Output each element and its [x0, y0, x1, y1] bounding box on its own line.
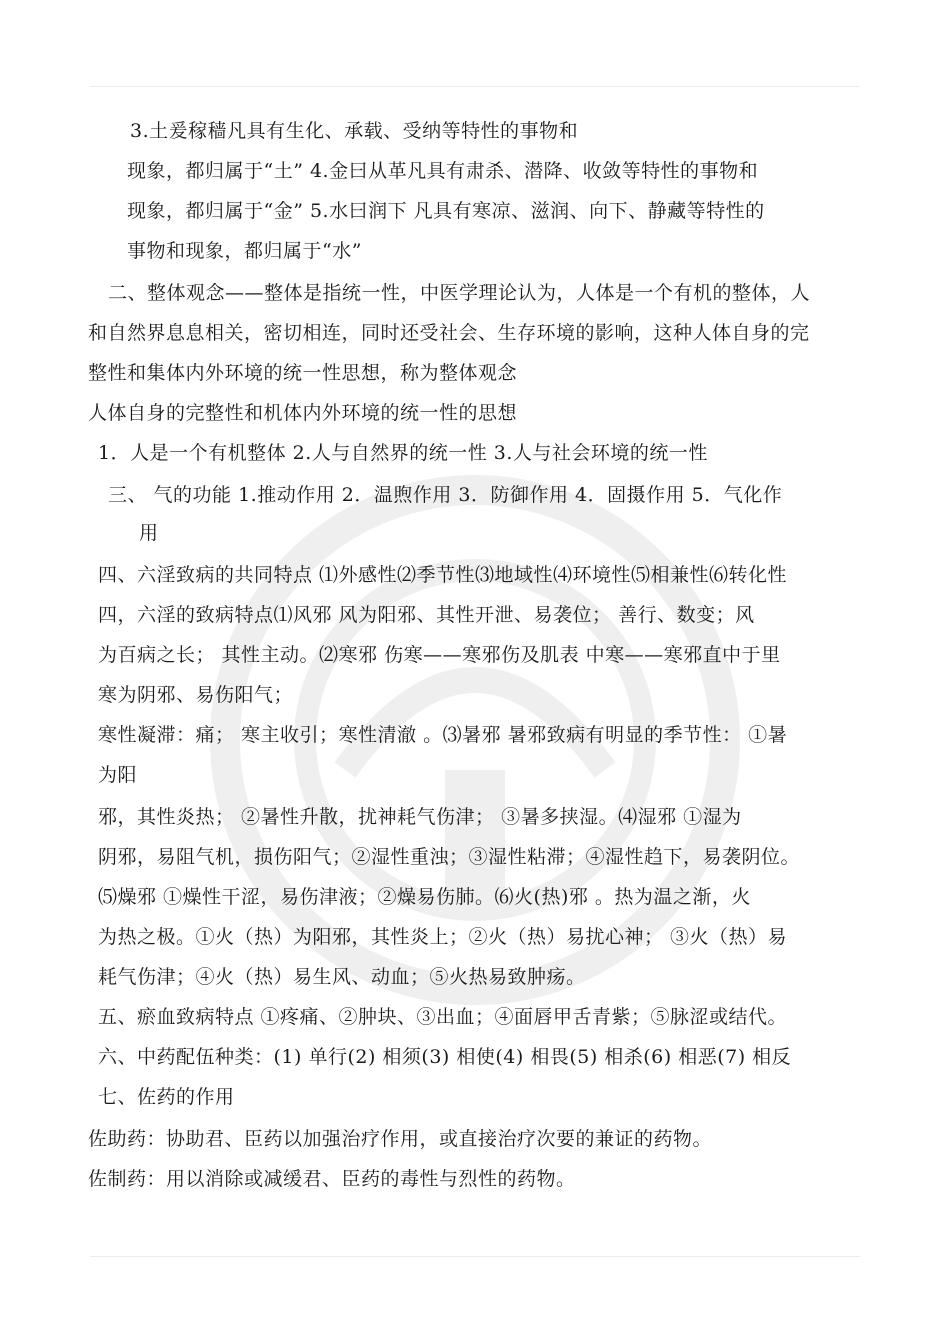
text-line-23: 五、瘀血致病特点 ①疼痛、②肿块、③出血；④面唇甲舌青紫；⑤脉涩或结代。	[98, 1006, 788, 1028]
text-line-5: 二、整体观念——整体是指统一性，中医学理论认为，人体是一个有机的整体，人	[108, 282, 811, 304]
text-line-3: 现象，都归属于“金” 5.水曰润下 凡具有寒凉、滋润、向下、静藏等特性的	[127, 200, 765, 222]
text-line-16: 寒性凝滞：痛； 寒主收引；寒性清澈 。⑶暑邪 暑邪致病有明显的季节性： ①暑	[98, 724, 788, 746]
text-line-12: 四、六淫致病的共同特点 ⑴外感性⑵季节性⑶地域性⑷环境性⑸相兼性⑹转化性	[98, 564, 788, 586]
text-line-4: 事物和现象，都归属于“水”	[127, 240, 362, 262]
text-line-15: 寒为阴邪、易伤阳气；	[98, 684, 294, 706]
text-line-22: 耗气伤津；④火（热）易生风、动血；⑤火热易致肿疡。	[98, 966, 586, 988]
text-line-17: 为阳	[98, 764, 138, 786]
text-line-13: 四，六淫的致病特点⑴风邪 风为阳邪、其性开泄、易袭位； 善行、数变；风	[98, 604, 755, 626]
text-line-8: 人体自身的完整性和机体内外环境的统一性的思想	[88, 402, 518, 424]
text-line-26: 佐助药：协助君、臣药以加强治疗作用，或直接治疗次要的兼证的药物。	[88, 1128, 713, 1150]
text-line-11: 用	[139, 522, 159, 544]
text-line-25: 七、佐药的作用	[98, 1086, 235, 1108]
text-line-19: 阴邪，易阻气机，损伤阳气；②湿性重浊；③湿性粘滞；④湿性趋下，易袭阴位。	[98, 846, 801, 868]
bottom-rule	[90, 1256, 860, 1257]
text-line-9: 1．人是一个有机整体 2.人与自然界的统一性 3.人与社会环境的统一性	[98, 442, 708, 464]
text-line-20: ⑸燥邪 ①燥性干涩，易伤津液；②燥易伤肺。⑹火(热)邪 。热为温之渐，火	[98, 886, 751, 908]
text-line-18: 邪，其性炎热； ②暑性升散，扰神耗气伤津； ③暑多挟湿。⑷湿邪 ①湿为	[98, 806, 742, 828]
text-line-6: 和自然界息息相关，密切相连，同时还受社会、生存环境的影响，这种人体自身的完	[88, 322, 810, 344]
text-line-21: 为热之极。①火（热）为阳邪，其性炎上；②火（热）易扰心神； ③火（热）易	[98, 926, 788, 948]
text-line-24: 六、中药配伍种类：(1) 单行(2) 相须(3) 相使(4) 相畏(5) 相杀(6) 相恶(7) 相反	[98, 1046, 792, 1068]
text-line-14: 为百病之长； 其性主动。⑵寒邪 伤寒——寒邪伤及肌表 中寒——寒邪直中于里	[98, 644, 781, 666]
text-line-7: 整性和集体内外环境的统一性思想，称为整体观念	[88, 362, 518, 384]
text-line-27: 佐制药：用以消除或减缓君、臣药的毒性与烈性的药物。	[88, 1168, 576, 1190]
top-rule	[90, 86, 860, 87]
text-line-2: 现象，都归属于“土” 4.金曰从革凡具有肃杀、潜降、收敛等特性的事物和	[127, 160, 759, 182]
text-line-1: 3.土爰稼穑凡具有生化、承载、受纳等特性的事物和	[130, 120, 579, 142]
text-line-10: 三、 气的功能 1.推动作用 2．温煦作用 3．防御作用 4．固摄作用 5．气化作	[108, 484, 783, 506]
